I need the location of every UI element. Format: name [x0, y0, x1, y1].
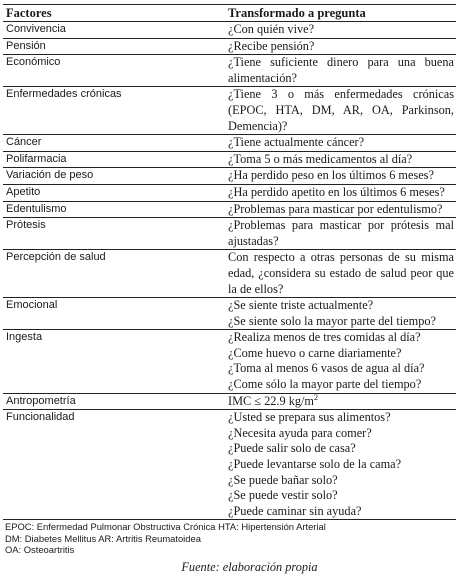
question-cell [225, 151, 456, 168]
table-row [3, 330, 456, 393]
factor-cell: Polifarmacia [3, 151, 225, 168]
question-cell [225, 22, 456, 39]
table-body [3, 22, 456, 520]
factor-cell: Variación de peso [3, 168, 225, 185]
question-text: ¿Realiza menos de tres comidas al día? [228, 330, 421, 345]
abbreviation-notes [3, 521, 456, 556]
unit-superscript: 2 [314, 392, 319, 402]
table-row [3, 250, 456, 298]
table-row [3, 135, 456, 152]
factor-cell: Ingesta [3, 330, 225, 393]
question-cell [225, 87, 456, 135]
question-text: ¿Tiene actualmente cáncer? [228, 135, 365, 150]
table-row [3, 184, 456, 201]
question-text: ¿Problemas para masticar por edentulismo? [228, 201, 443, 216]
question-text: ¿Come sólo la mayor parte del tiempo? [228, 377, 422, 392]
source-caption: Fuente: elaboración propia [181, 559, 318, 574]
question-text: ¿Se siente triste actualmente? [228, 298, 374, 313]
table-row [3, 38, 456, 55]
question-cell [225, 38, 456, 55]
note-line: EPOC: Enfermedad Pulmonar Obstructiva Crónica HTA: Hipertensión Arterial [5, 521, 326, 533]
factor-cell: Emocional [3, 298, 225, 330]
question-text: ¿Se siente solo la mayor parte del tiempo? [228, 313, 436, 328]
table-row [3, 218, 456, 250]
question-cell [225, 218, 456, 250]
question-text: Con respecto a otras personas de su misma edad, ¿considera su estado de salud peor que la de ellos? [228, 250, 454, 296]
question-cell [225, 55, 456, 87]
table-row [3, 410, 456, 520]
question-cell [225, 250, 456, 298]
question-cell [225, 330, 456, 393]
question-text: ¿Puede levantarse solo de la cama? [228, 457, 402, 472]
question-text: ¿Puede caminar sin ayuda? [228, 503, 362, 518]
factor-cell: Antropometría [3, 393, 225, 410]
question-cell [225, 393, 456, 410]
factor-cell: Cáncer [3, 135, 225, 152]
header-factores: Factores [3, 5, 225, 22]
question-cell [225, 298, 456, 330]
table-row [3, 168, 456, 185]
factor-cell: Enfermedades crónicas [3, 87, 225, 135]
question-text: ¿Puede salir solo de casa? [228, 441, 356, 456]
question-cell [225, 135, 456, 152]
table-row [3, 87, 456, 135]
question-text: ¿Recibe pensión? [228, 38, 315, 53]
table-row [3, 55, 456, 87]
question-text: ¿Come huevo o carne diariamente? [228, 345, 402, 360]
factors-table [3, 4, 456, 520]
question-text: ¿Se puede bañar solo? [228, 472, 338, 487]
question-text: ¿Usted se prepara sus alimentos? [228, 410, 391, 425]
table-row [3, 201, 456, 218]
question-cell [225, 168, 456, 185]
question-text: ¿Con quién vive? [228, 22, 315, 36]
table-row [3, 298, 456, 330]
header-transformado: Transformado a pregunta [225, 5, 456, 22]
question-text: ¿Tiene 3 o más enfermedades crónicas (EPOC, HTA, DM, AR, OA, Parkinson, Demencia)? [228, 87, 454, 133]
question-text: ¿Problemas para masticar por prótesis mal ajustadas? [228, 218, 454, 248]
question-text: ¿Ha perdido apetito en los últimos 6 meses? [228, 184, 445, 199]
question-text: ¿Ha perdido peso en los últimos 6 meses? [228, 168, 434, 183]
note-line: DM: Diabetes Mellitus AR: Artritis Reumatoidea [5, 532, 201, 544]
question-cell [225, 410, 456, 520]
table-row [3, 151, 456, 168]
factor-cell: Pensión [3, 38, 225, 55]
factor-cell: Prótesis [3, 218, 225, 250]
table-header-row [3, 5, 456, 22]
table-row [3, 22, 456, 39]
factor-cell: Económico [3, 55, 225, 87]
factor-cell: Convivencia [3, 22, 225, 39]
factor-cell: Edentulismo [3, 201, 225, 218]
document-page [3, 4, 456, 575]
question-cell [225, 201, 456, 218]
table-row [3, 393, 456, 410]
question-text: ¿Se puede vestir solo? [228, 488, 338, 503]
factor-cell: Apetito [3, 184, 225, 201]
question-text: IMC ≤ 22.9 $kg/m^2$ [228, 392, 319, 408]
factor-cell: Funcionalidad [3, 410, 225, 520]
question-cell [225, 184, 456, 201]
factor-cell: Percepción de salud [3, 250, 225, 298]
question-text: ¿Tiene suficiente dinero para una buena alimentación? [228, 55, 454, 85]
question-text: ¿Toma al menos 6 vasos de agua al día? [228, 361, 425, 376]
note-line: OA: Osteoartritis [5, 544, 75, 556]
question-text: ¿Necesita ayuda para comer? [228, 425, 372, 440]
question-text: ¿Toma 5 o más medicamentos al día? [228, 151, 413, 166]
